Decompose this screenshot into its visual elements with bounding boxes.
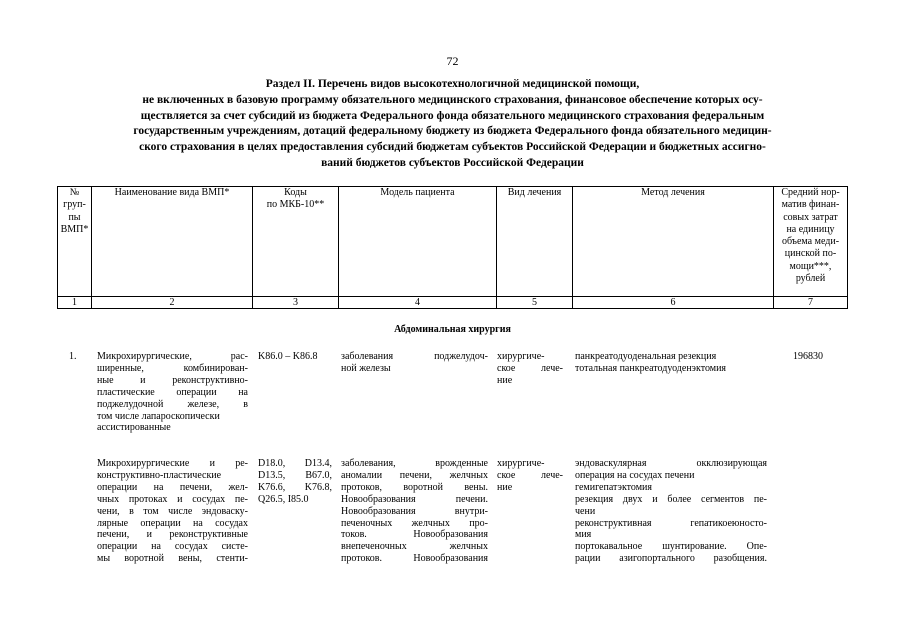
row2-vmp-name: Микрохирургические и ре- конструктивно-пластические операции на печени, жел- чных протоках и сосудах пе- чени, в том числе эндоваску- лярные операции на сосудах печени, и реконструктивные операции на сосудах систе- мы воротной вены, стенти- <box>97 458 248 565</box>
title-line: Раздел II. Перечень видов высокотехнологичной медицинской помощи, <box>265 78 640 90</box>
header-group-no: № груп- пы ВМП* <box>58 187 92 297</box>
row1-treatment-type: хирургиче- ское лече- ние <box>497 351 563 386</box>
row1-vmp-name: Микрохирургические, рас- ширенные, комбинирован- ные и реконструктивно- пластические операции на поджелудочной железе, в том числе лапароскопически ассистированные <box>97 351 248 434</box>
column-number: 6 <box>573 297 774 309</box>
title-line: ществляется за счет субсидий из бюджета Федерального фонда обязательного медицинского страхования федеральным <box>140 109 765 122</box>
row1-treatment-method: панкреатодуоденальная резекция тотальная панкреатодуоденэктомия <box>575 351 727 374</box>
table-header <box>57 186 848 309</box>
header-icd-codes: Коды по МКБ-10** <box>253 187 339 297</box>
column-number: 4 <box>339 297 497 309</box>
header-row <box>58 187 848 297</box>
row1-icd-codes: K86.0 – K86.8 <box>258 351 318 362</box>
title-line: не включенных в базовую программу обязательного медицинского страхования, финансовое обеспечение которых осу- <box>142 93 763 106</box>
title-line: ваний бюджетов субъектов Российской Федерации <box>321 156 584 169</box>
header-vmp-name: Наименование вида ВМП* <box>92 187 253 297</box>
column-number: 3 <box>253 297 339 309</box>
column-number: 2 <box>92 297 253 309</box>
column-number: 7 <box>774 297 848 309</box>
row2-patient-model: заболевания, врожденные аномалии печени, желчных протоков, воротной вены. Новообразования печени. Новообразования внутри- печеночных желчных про- токов. Новообразования внепеченочных желчных протоков. Новообразования <box>341 458 488 565</box>
header-avg-cost: Средний нор- матив финан- совых затрат на единицу объема меди- цинской по- мощи***, рублей <box>774 187 848 297</box>
column-number: 1 <box>58 297 92 309</box>
section-title-block <box>55 77 850 172</box>
row1-avg-cost: 196830 <box>793 351 823 362</box>
row1-group-no: 1. <box>69 351 77 362</box>
column-number-row <box>58 297 848 309</box>
column-number: 5 <box>497 297 573 309</box>
row2-treatment-type: хирургиче- ское лече- ние <box>497 458 563 493</box>
row2-icd-codes: D18.0, D13.4, D13.5, B67.0, K76.6, K76.8, Q26.5, I85.0 <box>258 458 332 505</box>
row2-treatment-method: эндоваскулярная окклюзирующая операция на сосудах печени гемигепатэктомия резекция двух и более сегментов пе- чени реконструктивная гепатикоеюносто- мия портокавальное шунтирование. Опе- рации азигопортального разобщения. <box>575 458 767 565</box>
title-line: ского страхования в целях предоставления субсидий бюджетам субъектов Российской Федерации и бюджетных ассигно- <box>139 141 766 154</box>
header-treatment-method: Метод лечения <box>573 187 774 297</box>
header-patient-model: Модель пациента <box>339 187 497 297</box>
section-heading: Абдоминальная хирургия <box>394 324 511 335</box>
page-number: 72 <box>446 54 459 68</box>
title-line: государственным учреждениям, дотаций федеральному бюджету из бюджета Федерального фонда обязательного медицин- <box>133 125 772 138</box>
header-treatment-type: Вид лечения <box>497 187 573 297</box>
row1-patient-model: заболевания поджелудоч- ной железы <box>341 351 488 374</box>
